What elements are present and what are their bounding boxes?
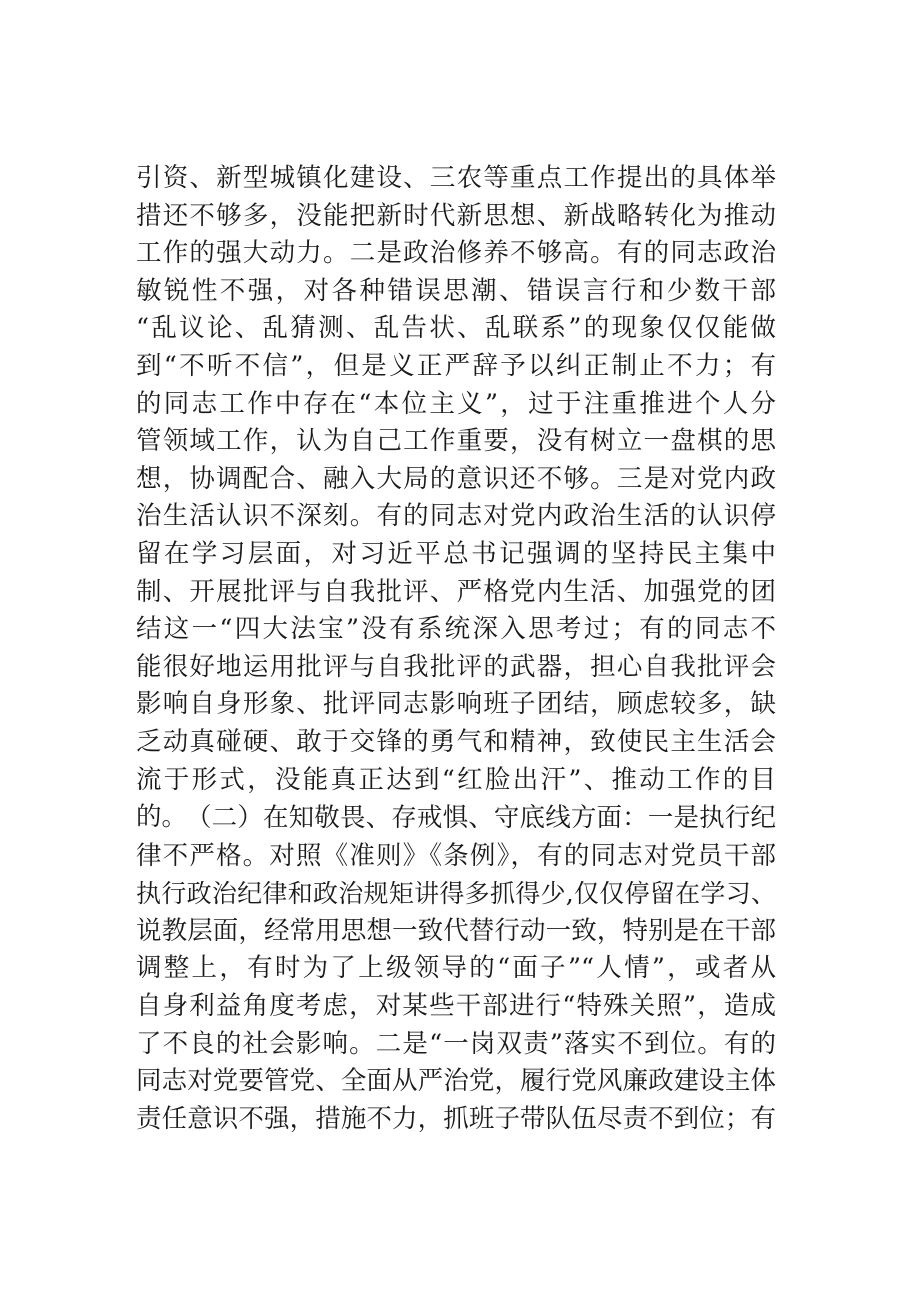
text-line: 敏锐性不强，对各种错误思潮、错误言行和少数干部 (136, 275, 776, 306)
text-line: （二）在知敬畏、存戒惧、守底线方面：一是执行纪 (186, 803, 776, 833)
text-line: 的同志工作中存在“本位主义”，过于注重推进个人分 (136, 388, 776, 419)
text-line: 影响自身形象、批评同志影响班子团结，顾虑较多，缺 (136, 689, 776, 720)
text-line: 乏动真碰硬、敢于交锋的勇气和精神，致使民主生活会 (136, 727, 776, 757)
text-line: 说教层面，经常用思想一致代替行动一致，特别是在干部 (136, 915, 776, 946)
text-line: 流于形式，没能真正达到“红脸出汗”、推动工作的目 (136, 764, 776, 795)
text-line: 责任意识不强，措施不力，抓班子带队伍尽责不到位；有 (136, 1103, 776, 1134)
text-line: 自身利益角度考虑，对某些干部进行“特殊关照”，造成 (136, 991, 776, 1021)
text-line: 结这一“四大法宝”没有系统深入思考过；有的同志不 (136, 614, 776, 645)
text-line: 治生活认识不深刻。有的同志对党内政治生活的认识停 (136, 501, 776, 532)
text-line: 工作的强大动力。二是政治修养不够高。有的同志政治 (136, 238, 776, 269)
text-line: 的。 (136, 802, 188, 833)
text-line: 了不良的社会影响。二是“一岗双责”落实不到位。有的 (136, 1028, 776, 1059)
text-line: 律不严格。对照《准则》《条例》，有的同志对党员干部 (136, 840, 776, 871)
text-line: 管领域工作，认为自己工作重要，没有树立一盘棋的思 (136, 426, 776, 457)
text-line: 想，协调配合、融入大局的意识还不够。三是对党内政 (136, 463, 776, 494)
text-line: 同志对党要管党、全面从严治党，履行党风廉政建设主体 (136, 1066, 776, 1097)
text-line: 留在学习层面，对习近平总书记强调的坚持民主集中 (136, 539, 776, 569)
text-line: “乱议论、乱猜测、乱告状、乱联系”的现象仅仅能做 (136, 313, 776, 344)
text-line: 能很好地运用批评与自我批评的武器，担心自我批评会 (136, 651, 776, 682)
text-line: 引资、新型城镇化建设、三农等重点工作提出的具体举 (136, 163, 776, 193)
text-line: 到“不听不信”，但是义正严辞予以纠正制止不力；有 (136, 351, 776, 381)
text-line: 制、开展批评与自我批评、严格党内生活、加强党的团 (136, 576, 776, 607)
text-line: 执行政治纪律和政治规矩讲得多抓得少,仅仅停留在学习、 (136, 879, 776, 909)
text-line: 调整上，有时为了上级领导的“面子”“人情”，或者从 (136, 953, 776, 984)
text-line: 措还不够多，没能把新时代新思想、新战略转化为推动 (136, 200, 776, 231)
